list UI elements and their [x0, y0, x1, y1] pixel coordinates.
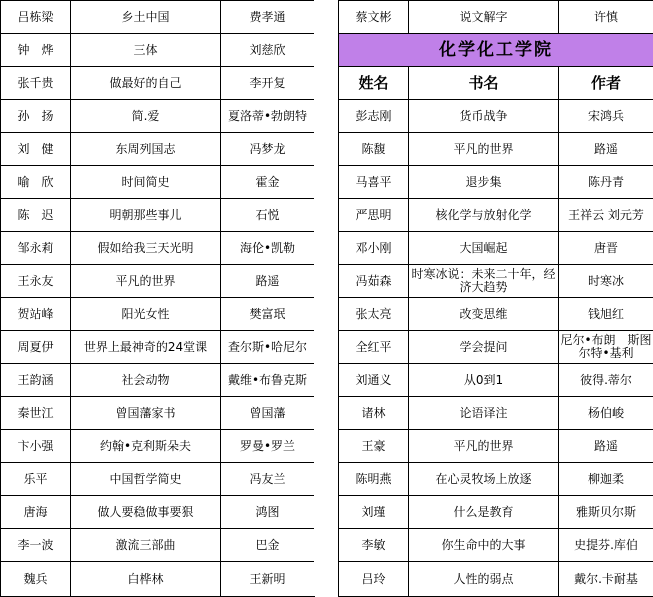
table-row [339, 562, 653, 597]
book-title-cell: 人性的弱点 [409, 562, 559, 597]
author-cell: 戴尔.卡耐基 [559, 562, 653, 597]
book-title-cell: 中国哲学简史 [71, 463, 221, 496]
header-book: 书名 [409, 67, 559, 100]
author-cell: 海伦•凯勒 [221, 232, 315, 265]
student-name-cell: 刘 健 [1, 133, 71, 166]
student-name-cell: 诸林 [339, 397, 409, 430]
table-row [339, 199, 653, 232]
column-gap [314, 0, 338, 596]
author-cell: 戴维•布鲁克斯 [221, 364, 315, 397]
student-name-cell: 李敏 [339, 529, 409, 562]
table-row [339, 397, 653, 430]
table-row [1, 463, 315, 496]
book-title-cell: 平凡的世界 [409, 430, 559, 463]
author-cell: 李开复 [221, 67, 315, 100]
student-name-cell: 邹永莉 [1, 232, 71, 265]
left-book-table [0, 0, 315, 597]
table-row [339, 232, 653, 265]
student-name-cell: 张太亮 [339, 298, 409, 331]
author-cell: 夏洛蒂•勃朗特 [221, 100, 315, 133]
table-row [1, 298, 315, 331]
author-cell: 樊富珉 [221, 298, 315, 331]
table-row [1, 34, 315, 67]
table-row [1, 265, 315, 298]
table-row [339, 133, 653, 166]
student-name-cell: 王永友 [1, 265, 71, 298]
book-title-cell: 世界上最神奇的24堂课 [71, 331, 221, 364]
book-title-cell: 时间简史 [71, 166, 221, 199]
table-row [339, 331, 653, 364]
book-title-cell: 从0到1 [409, 364, 559, 397]
table-row [1, 562, 315, 597]
table-row [1, 166, 315, 199]
table-row [1, 529, 315, 562]
student-name-cell: 陈馥 [339, 133, 409, 166]
student-name-cell: 邓小刚 [339, 232, 409, 265]
student-name-cell: 唐海 [1, 496, 71, 529]
table-row [1, 331, 315, 364]
book-title-cell: 阳光女性 [71, 298, 221, 331]
student-name-cell: 王韵涵 [1, 364, 71, 397]
table-row [1, 199, 315, 232]
table-row [1, 430, 315, 463]
book-title-cell: 说文解字 [409, 1, 559, 34]
book-title-cell: 你生命中的大事 [409, 529, 559, 562]
student-name-cell: 吕玲 [339, 562, 409, 597]
student-name-cell: 李一波 [1, 529, 71, 562]
book-title-cell: 三体 [71, 34, 221, 67]
book-title-cell: 退步集 [409, 166, 559, 199]
book-title-cell: 约翰•克利斯朵夫 [71, 430, 221, 463]
author-cell: 王祥云 刘元芳 [559, 199, 653, 232]
table-row [339, 364, 653, 397]
author-cell: 曾国藩 [221, 397, 315, 430]
book-title-cell: 激流三部曲 [71, 529, 221, 562]
table-row [339, 496, 653, 529]
author-cell: 路遥 [559, 133, 653, 166]
student-name-cell: 魏兵 [1, 562, 71, 597]
book-title-cell: 什么是教育 [409, 496, 559, 529]
author-cell: 费孝通 [221, 1, 315, 34]
author-cell: 王新明 [221, 562, 315, 597]
author-cell: 时寒冰 [559, 265, 653, 298]
student-name-cell: 刘通义 [339, 364, 409, 397]
student-name-cell: 周夏伊 [1, 331, 71, 364]
student-name-cell: 冯茹森 [339, 265, 409, 298]
table-row [1, 364, 315, 397]
student-name-cell: 全红平 [339, 331, 409, 364]
table-row [1, 133, 315, 166]
table-row [339, 430, 653, 463]
college-title-row [339, 34, 653, 67]
student-name-cell: 卞小强 [1, 430, 71, 463]
author-cell: 宋鸿兵 [559, 100, 653, 133]
table-row [339, 166, 653, 199]
book-title-cell: 做最好的自己 [71, 67, 221, 100]
student-name-cell: 彭志刚 [339, 100, 409, 133]
author-cell: 唐晋 [559, 232, 653, 265]
author-cell: 刘慈欣 [221, 34, 315, 67]
author-cell: 冯友兰 [221, 463, 315, 496]
right-book-table [338, 0, 653, 597]
book-title-cell: 曾国藩家书 [71, 397, 221, 430]
book-title-cell: 平凡的世界 [409, 133, 559, 166]
book-title-cell: 明朝那些事儿 [71, 199, 221, 232]
college-title: 化学化工学院 [339, 34, 653, 67]
header-name: 姓名 [339, 67, 409, 100]
table-row [1, 100, 315, 133]
student-name-cell: 贺站峰 [1, 298, 71, 331]
author-cell: 查尔斯•哈尼尔 [221, 331, 315, 364]
author-cell: 许慎 [559, 1, 653, 34]
author-cell: 柳迦柔 [559, 463, 653, 496]
header-row [339, 67, 653, 100]
student-name-cell: 吕栋梁 [1, 1, 71, 34]
student-name-cell: 王豪 [339, 430, 409, 463]
book-title-cell: 简.爱 [71, 100, 221, 133]
author-cell: 彼得.蒂尔 [559, 364, 653, 397]
table-row [1, 1, 315, 34]
book-title-cell: 改变思维 [409, 298, 559, 331]
book-title-cell: 乡土中国 [71, 1, 221, 34]
table-row [339, 298, 653, 331]
author-cell: 杨伯峻 [559, 397, 653, 430]
book-title-cell: 东周列国志 [71, 133, 221, 166]
author-cell: 路遥 [559, 430, 653, 463]
student-name-cell: 乐平 [1, 463, 71, 496]
student-name-cell: 蔡文彬 [339, 1, 409, 34]
student-name-cell: 喻 欣 [1, 166, 71, 199]
book-title-cell: 核化学与放射化学 [409, 199, 559, 232]
header-author: 作者 [559, 67, 653, 100]
author-cell: 霍金 [221, 166, 315, 199]
book-title-cell: 论语译注 [409, 397, 559, 430]
author-cell: 陈丹青 [559, 166, 653, 199]
student-name-cell: 陈 迟 [1, 199, 71, 232]
author-cell: 冯梦龙 [221, 133, 315, 166]
book-title-cell: 货币战争 [409, 100, 559, 133]
table-row [1, 496, 315, 529]
student-name-cell: 孙 扬 [1, 100, 71, 133]
table-row [1, 397, 315, 430]
table-row [339, 100, 653, 133]
student-name-cell: 秦世江 [1, 397, 71, 430]
book-title-cell: 社会动物 [71, 364, 221, 397]
book-title-cell: 在心灵牧场上放逐 [409, 463, 559, 496]
table-row [1, 232, 315, 265]
author-cell: 雅斯贝尔斯 [559, 496, 653, 529]
table-row [339, 265, 653, 298]
student-name-cell: 陈明燕 [339, 463, 409, 496]
book-title-cell: 时寒冰说：未来二十年，经济大趋势 [409, 265, 559, 298]
author-cell: 罗曼•罗兰 [221, 430, 315, 463]
student-name-cell: 刘瑾 [339, 496, 409, 529]
author-cell: 石悦 [221, 199, 315, 232]
table-row [339, 1, 653, 34]
author-cell: 史提芬.库伯 [559, 529, 653, 562]
student-name-cell: 钟 烨 [1, 34, 71, 67]
author-cell: 钱旭红 [559, 298, 653, 331]
book-title-cell: 平凡的世界 [71, 265, 221, 298]
table-row [1, 67, 315, 100]
book-title-cell: 做人要稳做事要狠 [71, 496, 221, 529]
student-name-cell: 马喜平 [339, 166, 409, 199]
author-cell: 路遥 [221, 265, 315, 298]
table-row [339, 529, 653, 562]
book-title-cell: 大国崛起 [409, 232, 559, 265]
table-row [339, 463, 653, 496]
author-cell: 巴金 [221, 529, 315, 562]
book-title-cell: 学会提问 [409, 331, 559, 364]
author-cell: 鸿图 [221, 496, 315, 529]
book-title-cell: 白桦林 [71, 562, 221, 597]
student-name-cell: 严思明 [339, 199, 409, 232]
author-cell: 尼尔•布朗 斯图尔特•基利 [559, 331, 653, 364]
student-name-cell: 张千贵 [1, 67, 71, 100]
book-title-cell: 假如给我三天光明 [71, 232, 221, 265]
